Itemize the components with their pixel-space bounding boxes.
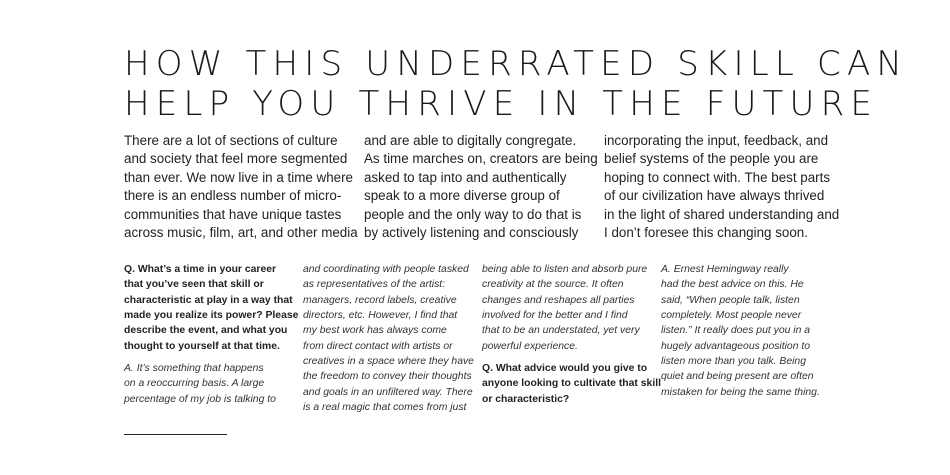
intro-line: incorporating the input, feedback, and	[604, 133, 829, 148]
answer-line: is a real magic that comes from just	[303, 402, 467, 414]
intro-line: people and the only way to do that is	[364, 206, 582, 222]
intro-line: belief systems of the people you are	[604, 151, 819, 167]
intro-line: There are a lot of sections of culture	[124, 133, 338, 148]
answer-line: hugely advantageous position to	[661, 340, 811, 352]
answer-line: that to be an understated, yet very	[482, 325, 640, 337]
answer-line: and coordinating with people tasked	[303, 264, 469, 275]
qa-column-3	[482, 262, 661, 407]
answer-2	[661, 262, 836, 400]
intro-column-1	[124, 132, 358, 242]
question-line: or characteristic?	[482, 393, 570, 405]
footer-divider	[124, 434, 227, 435]
answer-line: changes and reshapes all parties	[482, 294, 635, 306]
answer-1-end	[482, 262, 657, 354]
answer-line: as representatives of the artist:	[303, 279, 446, 291]
intro-line: and are able to digitally congregate.	[364, 133, 577, 148]
question-2	[482, 361, 661, 407]
answer-line: powerful experience.	[482, 340, 578, 352]
qa-column-4	[661, 262, 836, 400]
paragraph-gap	[482, 354, 657, 361]
answer-line: completely. Most people never	[661, 310, 802, 322]
intro-column-2	[364, 132, 598, 242]
question-line: describe the event, and what you	[124, 325, 288, 337]
intro-line: speak to a more diverse group of	[364, 188, 560, 204]
question-line: anyone looking to cultivate that skill	[482, 378, 661, 390]
intro-line: asked to tap into and authentically	[364, 169, 567, 185]
answer-line: listen.” It really does put you in a	[661, 325, 811, 337]
intro-line: by actively listening and consciously	[364, 225, 579, 241]
answer-line: creativity at the source. It often	[482, 279, 624, 291]
answer-line: on a reoccurring basis. A large	[124, 378, 265, 390]
answer-line: A. Ernest Hemingway really	[661, 264, 789, 275]
question-line: thought to yourself at that time.	[124, 340, 280, 352]
intro-line: hoping to connect with. The best parts	[604, 169, 831, 185]
intro-line: there is an endless number of micro-	[124, 188, 342, 204]
qa-column-2	[303, 262, 478, 415]
question-line: that you’ve seen that skill or	[124, 279, 264, 291]
answer-line: managers, record labels, creative	[303, 294, 457, 306]
intro-column-3	[604, 132, 840, 242]
intro-line: in the light of shared understanding and	[604, 206, 840, 222]
answer-1-continued	[303, 262, 478, 415]
intro-line: than ever. We now live in a time where	[124, 169, 353, 185]
question-line: Q. What advice would you give to	[482, 363, 648, 375]
article-title	[124, 44, 909, 124]
answer-line: involved for the better and I find	[482, 310, 628, 322]
answer-line: and goals in an unfiltered way. There	[303, 386, 473, 398]
question-line: made you realize its power? Please	[124, 310, 299, 322]
answer-line: said, “When people talk, listen	[661, 294, 800, 306]
paragraph-gap	[124, 354, 299, 361]
answer-line: percentage of my job is talking to	[124, 393, 276, 405]
answer-line: my best work has always come	[303, 325, 447, 337]
intro-line: I don’t foresee this changing soon.	[604, 225, 808, 241]
answer-1-start	[124, 361, 299, 407]
answer-line: directors, etc. However, I find that	[303, 310, 458, 322]
answer-line: mistaken for being the same thing.	[661, 386, 820, 398]
qa-column-1	[124, 262, 299, 407]
title-line-2: HELP YOU THRIVE IN THE FUTURE	[124, 84, 879, 124]
title-line-1: HOW THIS UNDERRATED SKILL CAN	[124, 44, 909, 84]
intro-line: and society that feel more segmented	[124, 151, 348, 167]
answer-line: the freedom to convey their thoughts	[303, 371, 472, 383]
answer-line: being able to listen and absorb pure	[482, 264, 648, 275]
answer-line: A. It’s something that happens	[124, 363, 264, 375]
answer-line: had the best advice on this. He	[661, 279, 804, 291]
question-line: characteristic at play in a way that	[124, 294, 293, 306]
answer-line: from direct contact with artists or	[303, 340, 453, 352]
question-line: Q. What’s a time in your career	[124, 264, 277, 275]
question-1	[124, 262, 299, 354]
answer-line: creatives in a space where they have	[303, 356, 474, 368]
intro-line: of our civilization have always thrived	[604, 188, 825, 204]
answer-line: quiet and being present are often	[661, 371, 814, 383]
intro-line: communities that have unique tastes	[124, 206, 342, 222]
answer-line: listen more than you talk. Being	[661, 356, 806, 368]
intro-line: As time marches on, creators are being	[364, 151, 598, 167]
intro-line: across music, film, art, and other media	[124, 225, 358, 241]
